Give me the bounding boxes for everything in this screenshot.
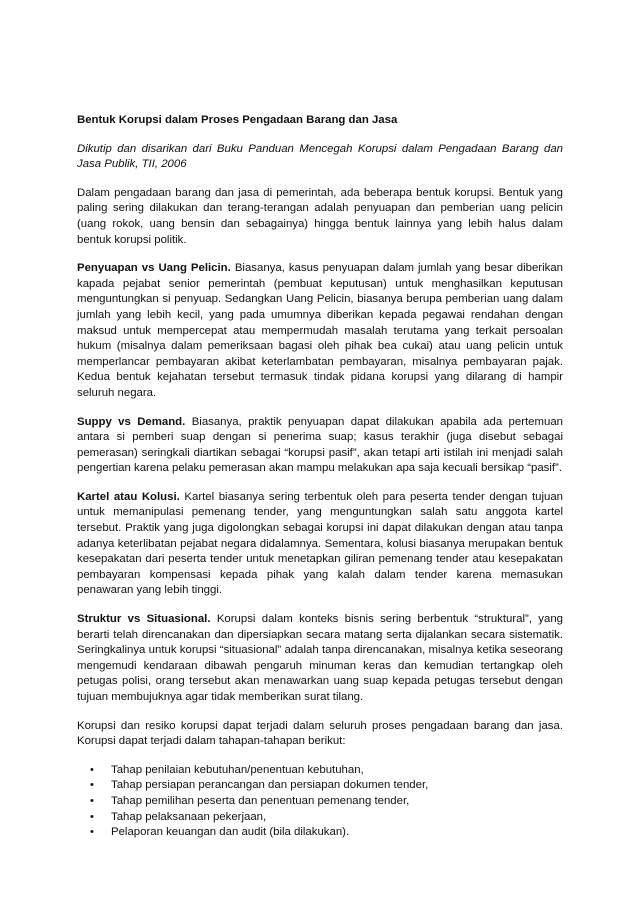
bullet-icon: • xyxy=(90,810,94,823)
section-text-struktur: Korupsi dalam konteks bisnis sering berbentuk “struktural”, yang berarti telah direncanakan dan dipersiapkan secara matang serta dijalankan secara sistematik. Seringkalinya untuk korupsi “situasional” adalah tanpa direncanakan, misalnya ketika seseorang mengemudi kendaraan dibawah pengaruh minuman keras dan kemudian tertangkap oleh petugas polisi, orang tersebut akan menawarkan uang suap kepada petugas tersebut dengan tujuan membujuknya agar tidak memberikan surat tilang. xyxy=(77,613,563,703)
list-item xyxy=(90,763,563,779)
document-title: Bentuk Korupsi dalam Proses Pengadaan Barang dan Jasa xyxy=(77,114,398,126)
list-item xyxy=(90,794,563,810)
list-item-text: Tahap pemilihan peserta dan penentuan pemenang tender, xyxy=(111,794,410,807)
list-item-text: Tahap persiapan perancangan dan persiapan dokumen tender, xyxy=(111,779,429,792)
section-text-kartel: Kartel biasanya sering terbentuk oleh para peserta tender dengan tujuan untuk memanipulasi pemenang tender, yang menguntungkan salah satu anggota kartel tersebut. Praktik yang juga digolongkan sebagai korupsi ini dapat dilakukan dengan atau tanpa adanya keterlibatan pejabat negara didalamnya. Sementara, kolusi biasanya merupakan bentuk kesepakatan dari peserta tender untuk menetapkan giliran pemenang tender atau kesepakatan pembayaran kompensasi kepada pihak yang kalah dalam tender karena memasukan penawaran yang lebih tinggi. xyxy=(77,490,563,597)
procurement-stages-list xyxy=(77,763,563,841)
list-item xyxy=(90,825,563,841)
section-heading-penyuapan: Penyuapan vs Uang Pelicin. xyxy=(77,262,231,275)
list-item xyxy=(90,778,563,794)
closing-paragraph: Korupsi dan resiko korupsi dapat terjadi dalam seluruh proses pengadaan barang dan jasa. Korupsi dapat terjadi dalam tahapan-tahapan berikut: xyxy=(77,719,563,748)
section-text-penyuapan: Biasanya, kasus penyuapan dalam jumlah yang besar diberikan kapada pejabat senior pemerintah (pembuat keputusan) untuk menghasilkan keputusan menguntungkan si penyuap. Sedangkan Uang Pelicin, biasanya berupa pemberian uang dalam jumlah yang lebih kecil, yang pada umumnya diberikan kepada pegawai rendahan dengan maksud untuk mempercepat atau mempermudah masalah terutama yang terkait persoalan hukum (misalnya dalam pemeriksaan bagasi oleh pihak bea cukai) atau uang pelicin untuk memperlancar pembayaran akibat keterlambatan pembayaran, misalnya pembayaran pajak. Kedua bentuk kejahatan tersebut termasuk tindak pidana korupsi yang dilarang di hampir seluruh negara. xyxy=(77,262,563,399)
section-paragraph-struktur xyxy=(77,612,563,706)
section-heading-struktur: Struktur vs Situasional. xyxy=(77,613,211,626)
bullet-icon: • xyxy=(90,794,94,807)
bullet-icon: • xyxy=(90,779,94,792)
section-text-supply-demand: Biasanya, praktik penyuapan dapat dilakukan apabila ada pertemuan antara si pemberi suap dengan si penerima suap; kasus terakhir (juga disebut sebagai pemerasan) seringkali diartikan sebagai “korupsi pasif”, akan tetapi arti istilah ini menjadi salah pengertian karena pelaku pemerasan akan mampu melakukan apa saja kecuali bersikap “pasif”. xyxy=(77,415,563,475)
section-heading-kartel: Kartel atau Kolusi. xyxy=(77,490,180,503)
list-item-text: Tahap penilaian kebutuhan/penentuan kebutuhan, xyxy=(111,763,364,776)
list-item-text: Tahap pelaksanaan pekerjaan, xyxy=(111,810,267,823)
section-paragraph-kartel xyxy=(77,490,563,599)
bullet-icon: • xyxy=(90,826,94,839)
list-item xyxy=(90,810,563,826)
section-heading-supply-demand: Suppy vs Demand. xyxy=(77,415,186,428)
document-source-note: Dikutip dan disarikan dari Buku Panduan Mencegah Korupsi dalam Pengadaan Barang dan Jasa Publik, TII, 2006 xyxy=(77,142,563,171)
document-page xyxy=(77,113,563,841)
section-paragraph-supply-demand xyxy=(77,415,563,477)
bullet-icon: • xyxy=(90,763,94,776)
list-item-text: Pelaporan keuangan dan audit (bila dilakukan). xyxy=(111,826,350,839)
section-paragraph-penyuapan xyxy=(77,261,563,401)
intro-paragraph: Dalam pengadaan barang dan jasa di pemerintah, ada beberapa bentuk korupsi. Bentuk yang paling sering dilakukan dan terang-terangan adalah penyuapan dan pemberian uang pelicin (uang rokok, uang bensin dan sebagainya) hingga bentuk lainnya yang lebih halus dalam bentuk korupsi politik. xyxy=(77,186,563,246)
